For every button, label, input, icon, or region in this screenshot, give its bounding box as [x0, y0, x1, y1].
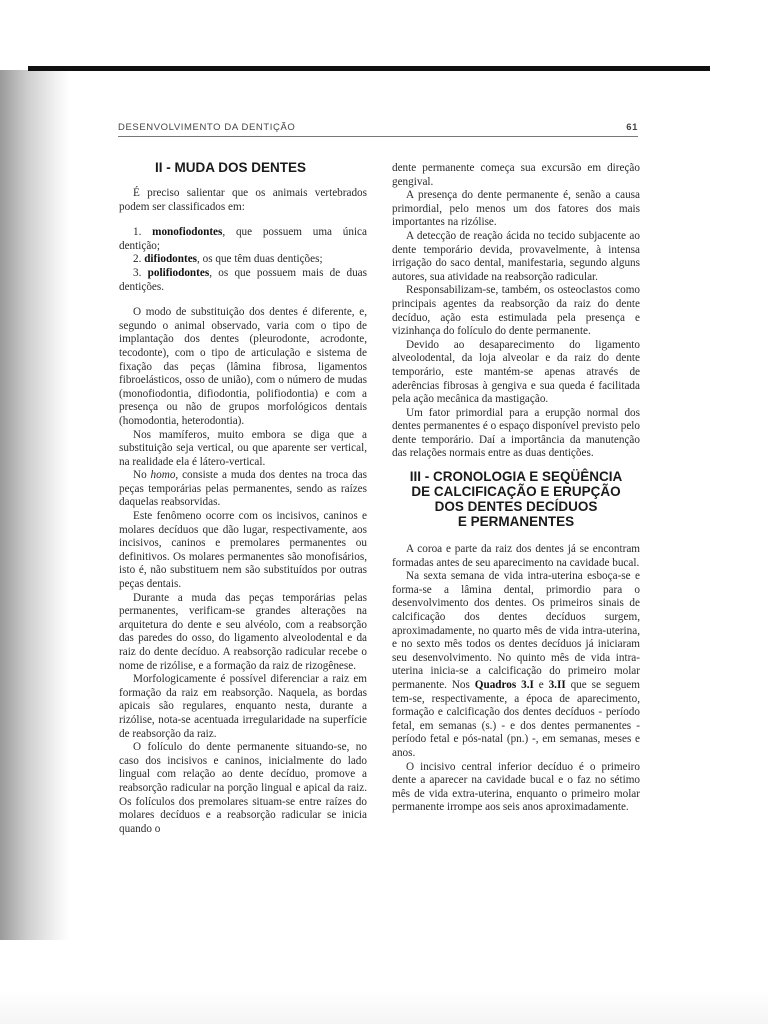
italic-term: homo — [150, 469, 176, 482]
paragraph — [392, 570, 640, 760]
list-text: , os que têm duas dentições; — [197, 253, 323, 266]
paragraph-text: Na sexta semana de vida intra-uterina esboça-se e forma-se a lâmina dental, primordio para o desenvolvimento dos dentes. Os primeiros sinais de calcificação dos dentes decíduos surgem, aproximadamente, no quarto mês de vida intra-uterina, e no sexto mês todos os dentes decíduos já iniciaram seu desenvolvimento. No quinto mês de vida intra-uterina inicia-se a calcificação do primeiro molar permanente. Nos — [392, 570, 640, 691]
spacer — [119, 294, 367, 306]
table-reference: Quadros 3.I — [474, 679, 534, 691]
paragraph-text: e — [533, 679, 549, 691]
header-rule — [118, 136, 638, 137]
list-term: difiodontes — [144, 253, 198, 266]
paragraph-text: , consiste a muda dos dentes na troca das peças temporárias pelas permanentes, sendo as raízes daquelas reabsorvidas. — [119, 469, 367, 509]
paragraph: A coroa e parte da raiz dos dentes já se encontram formadas antes de seu aparecimento na cavidade bucal. — [392, 543, 640, 569]
left-column — [119, 160, 367, 836]
paragraph: dente permanente começa sua excursão em direção gengival. — [392, 162, 640, 188]
intro-paragraph: É preciso salientar que os animais vertebrados podem ser classificados em: — [119, 187, 367, 213]
paragraph-text: que se seguem tem-se, respectivamente, a época de aparecimento, formação e calcificação dos dentes decíduos - período fetal, em semanas (s.) - e dos dentes permanentes - período fetal e pós-natal (pn.) -, em semanas, meses e anos. — [392, 679, 640, 759]
list-text: , os que possuem mais de duas dentições. — [119, 266, 368, 293]
list-number: 2. — [133, 253, 142, 266]
list-item — [119, 267, 367, 294]
paragraph: A detecção de reação ácida no tecido subjacente ao dente temporário devida, provavelmente, à intensa irrigação do saco dental, manifestaria, segundo alguns autores, sua atividade na reabsorção radicular. — [392, 229, 640, 283]
paragraph: Nos mamíferos, muito embora se diga que a substituição seja vertical, ou que aparente ser vertical, na realidade ela é látero-vertical. — [119, 428, 367, 468]
paragraph: O incisivo central inferior decíduo é o primeiro dente a aparecer na cavidade bucal e o faz no sétimo mês de vida extra-uterina, enquanto o primeiro molar permanente irrompe aos seis anos aproximadamente. — [392, 760, 640, 814]
paragraph: O modo de substituição dos dentes é diferente, e, segundo o animal observado, varia com o tipo de implantação dos dentes (pleurodonte, acrodonte, tecodonte), com o tipo de articulação e sistema de fixação das peças (lâmina fibrosa, ligamentos fibroelásticos, osso de união), com o número de mudas (monofiodontia, difiodontia, polifiodontia) e com a presença ou não de grupos morfológicos dentais (homodontia, heterodontia). — [119, 306, 367, 427]
list-number: 3. — [133, 266, 142, 279]
list-item — [119, 253, 367, 267]
right-column — [392, 162, 640, 815]
list-item — [119, 226, 367, 253]
paragraph: Devido ao desaparecimento do ligamento alveolodental, da loja alveolar e da raiz do dente temporário, este mantém-se apenas através de aderências fibrosas à gengiva e sua queda é facilitada pela ação mecânica da mastigação. — [392, 338, 640, 406]
paragraph — [119, 469, 367, 510]
running-header-title: DESENVOLVIMENTO DA DENTIÇÃO — [118, 122, 296, 133]
section-title-line: III - CRONOLOGIA E SEQÜÊNCIA — [409, 469, 623, 485]
list-number: 1. — [133, 226, 142, 239]
table-reference: 3.II — [548, 679, 566, 691]
section-title-iii — [392, 469, 640, 529]
paragraph: Durante a muda das peças temporárias pelas permanentes, verificam-se grandes alterações na arquitetura do dente e seu alvéolo, com a reabsorção das paredes do osso, do ligamento alveolodental e da raiz do dente decíduo. A reabsorção radicular recebe o nome de rizólise, e a formação da raiz de rizogênese. — [119, 591, 367, 672]
section-title-line: DOS DENTES DECÍDUOS — [434, 499, 598, 515]
section-title-line: DE CALCIFICAÇÃO E ERUPÇÃO — [411, 484, 621, 500]
section-title-ii: II - MUDA DOS DENTES — [155, 160, 307, 175]
running-header — [118, 122, 638, 133]
paragraph: Um fator primordial para a erupção normal dos dentes permanentes é o espaço disponível previsto pelo dente temporário. Daí a importância da manutenção das relações normais entre as duas dentições. — [392, 406, 640, 460]
page-number: 61 — [626, 122, 638, 133]
paragraph: Responsabilizam-se, também, os osteoclastos como principais agentes da reabsorção da raiz do dente decíduo, ação esta estimulada pela presença e vizinhança do folículo do dente permanente. — [392, 284, 640, 338]
list-text: , que possuem uma única dentição; — [119, 226, 367, 252]
list-term: monofiodontes — [152, 226, 223, 239]
spacer — [119, 214, 367, 226]
paragraph: Morfologicamente é possível diferenciar a raiz em formação da raiz em reabsorção. Naquela, as bordas apicais são regulares, enquanto nesta, durante a rizólise, nota-se acentuada irregularidade na superfície de reabsorção da raiz. — [119, 673, 367, 740]
paragraph-text: No — [133, 469, 151, 482]
paragraph: Este fenômeno ocorre com os incisivos, caninos e molares decíduos que dão lugar, respectivamente, aos incisivos, caninos e premolares permanentes ou definitivos. Os molares permanentes são monofisários, isto é, não substituem nem são substituídos por outras peças dentais. — [119, 510, 367, 591]
section-title-line: E PERMANENTES — [457, 514, 575, 530]
paragraph: A presença do dente permanente é, senão a causa primordial, pelo menos um dos fatores dos mais importantes na rizólise. — [392, 189, 640, 229]
paragraph: O folículo do dente permanente situando-se, no caso dos incisivos e caninos, inicialmente do lado lingual com relação ao dente decíduo, promove a reabsorção radicular na porção lingual e apical da raiz. Os folículos dos premolares situam-se entre raízes do molares decíduos e a reabsorção radicular se inicia quando o — [119, 741, 367, 835]
list-term: polifiodontes — [147, 266, 210, 279]
